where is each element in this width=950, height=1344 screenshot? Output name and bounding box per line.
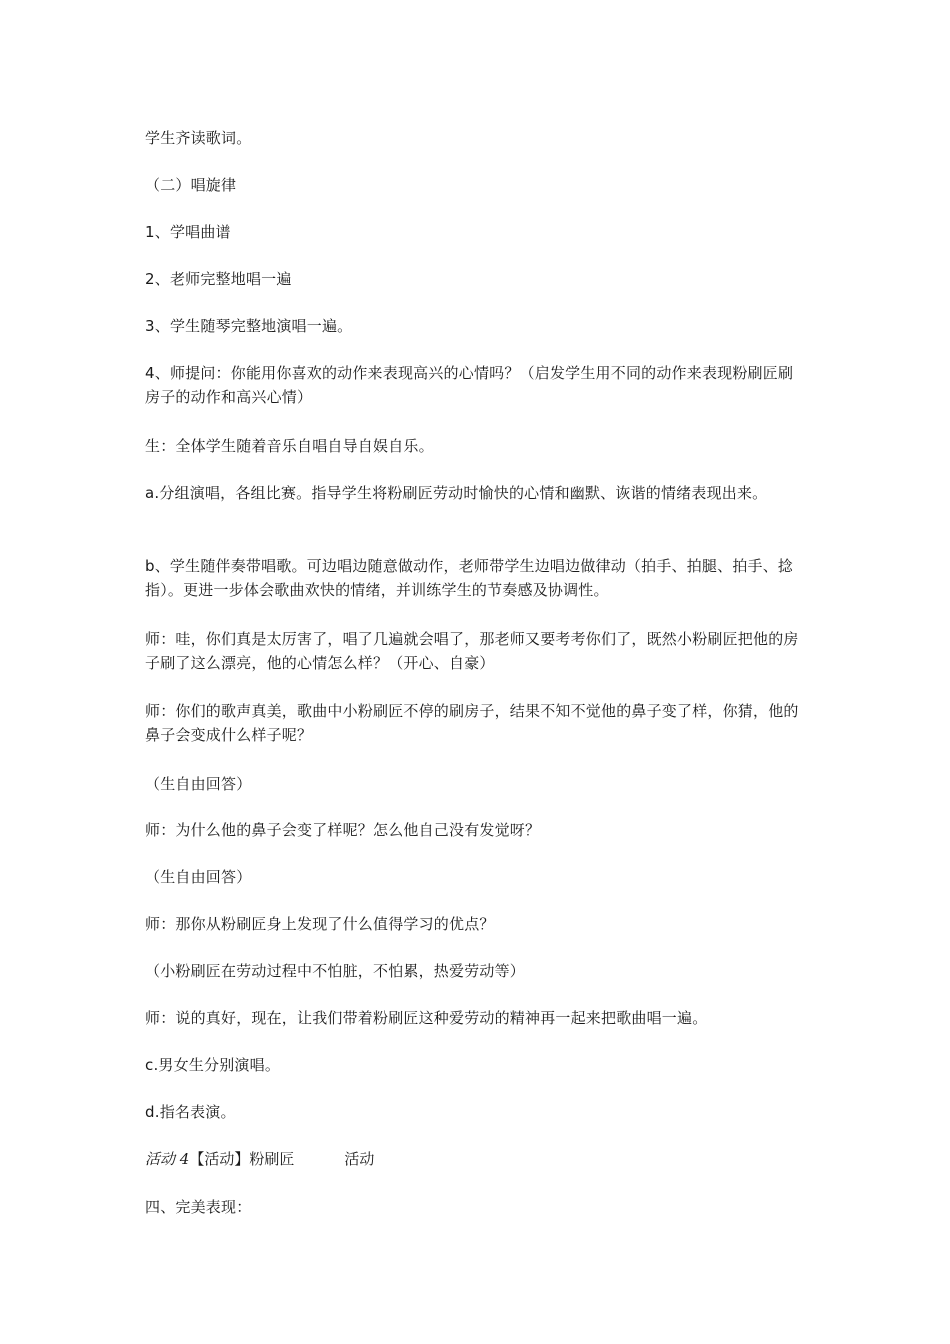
paragraph: 学生齐读歌词。	[145, 129, 252, 147]
paragraph: （生自由回答）	[145, 775, 252, 793]
paragraph: （小粉刷匠在劳动过程中不怕脏，不怕累，热爱劳动等）	[145, 962, 526, 980]
paragraph: 2、老师完整地唱一遍	[145, 270, 292, 288]
paragraph: c.男女生分别演唱。	[145, 1056, 281, 1074]
section-heading: 四、完美表现：	[145, 1198, 252, 1216]
paragraph: 师：说的真好，现在，让我们带着粉刷匠这种爱劳动的精神再一起来把歌曲唱一遍。	[145, 1009, 708, 1027]
paragraph: 1、学唱曲谱	[145, 223, 231, 241]
paragraph: 4、师提问：你能用你喜欢的动作来表现高兴的心情吗？（启发学生用不同的动作来表现粉刷匠刷房子的动作和高兴心情）	[145, 364, 794, 406]
activity-type: 活动	[344, 1150, 375, 1168]
paragraph: 生：全体学生随着音乐自唱自导自娱自乐。	[145, 437, 434, 455]
paragraph: 3、学生随琴完整地演唱一遍。	[145, 317, 353, 335]
activity-heading	[145, 1147, 374, 1171]
paragraph: （生自由回答）	[145, 868, 252, 886]
paragraph: 师：那你从粉刷匠身上发现了什么值得学习的优点？	[145, 915, 495, 933]
activity-title: 【活动】粉刷匠	[189, 1150, 295, 1168]
activity-label: 活动 4	[145, 1150, 190, 1168]
paragraph: （二）唱旋律	[145, 176, 237, 194]
paragraph: b、学生随伴奏带唱歌。可边唱边随意做动作，老师带学生边唱边做律动（拍手、拍腿、拍手、捻指）。更进一步体会歌曲欢快的情绪，并训练学生的节奏感及协调性。	[145, 557, 794, 599]
paragraph: 师：哇，你们真是太厉害了，唱了几遍就会唱了，那老师又要考考你们了，既然小粉刷匠把他的房子刷了这么漂亮，他的心情怎么样？（开心、自豪）	[145, 630, 799, 672]
paragraph: d.指名表演。	[145, 1103, 236, 1121]
paragraph: 师：你们的歌声真美，歌曲中小粉刷匠不停的刷房子，结果不知不觉他的鼻子变了样，你猜，他的鼻子会变成什么样子呢？	[145, 702, 799, 744]
paragraph: 师：为什么他的鼻子会变了样呢？怎么他自己没有发觉呀？	[145, 821, 541, 839]
paragraph: a.分组演唱，各组比赛。指导学生将粉刷匠劳动时愉快的心情和幽默、诙谐的情绪表现出来。	[145, 484, 768, 502]
